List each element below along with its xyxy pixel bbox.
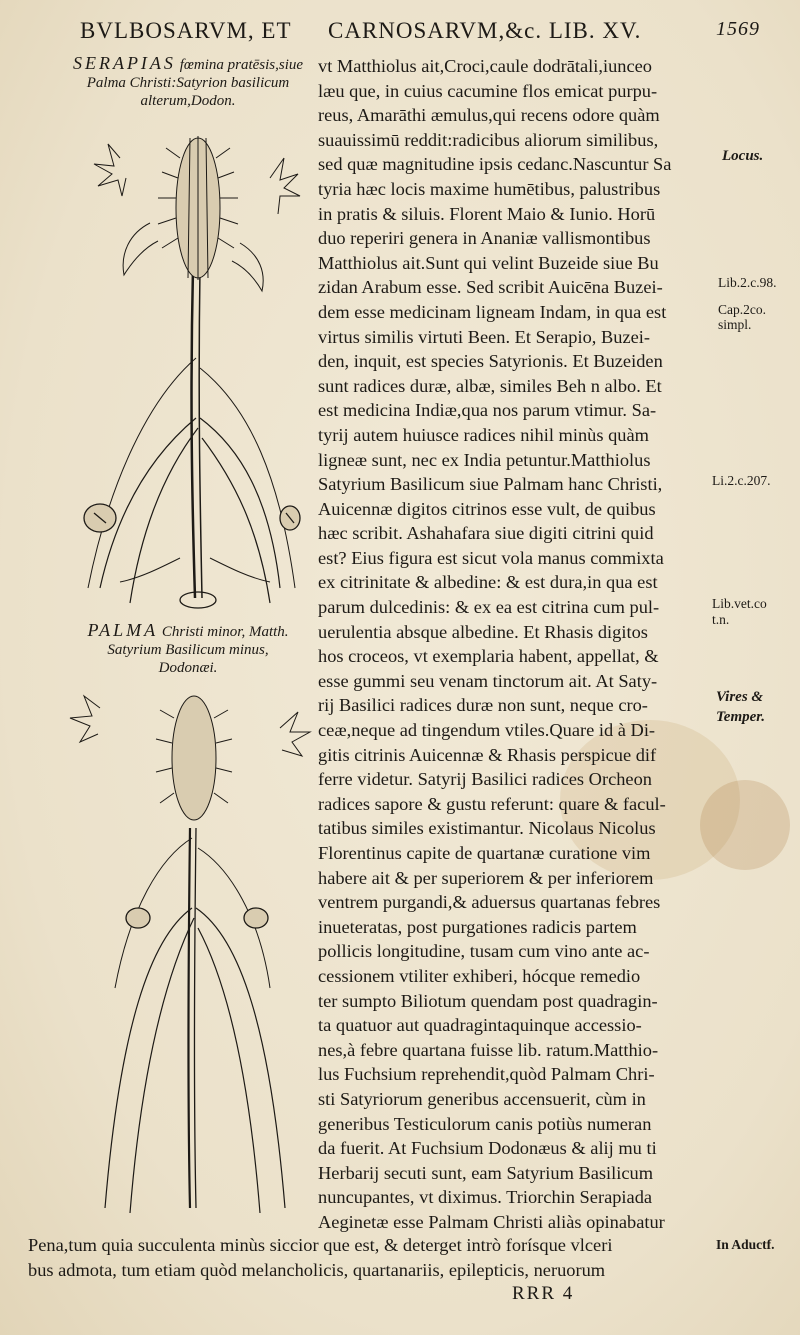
text-line: ceæ,neque ad tingendum vtiles.Quare id à Di- xyxy=(318,720,656,741)
text-line: hæc scribit. Ashahafara siue digiti citrini quid xyxy=(318,523,654,544)
text-line: ventrem purgandi,& aduersus quartanas febres xyxy=(318,892,661,913)
text-line: lus Fuchsium reprehendit,quòd Palmam Chri- xyxy=(318,1064,655,1085)
text-line: Matthiolus ait.Sunt qui velint Buzeide siue Bu xyxy=(318,252,659,273)
margin-note-cap: Cap.2co. xyxy=(718,302,766,317)
text-line: suauissimū reddit:radicibus aliorum similibus, xyxy=(318,129,659,150)
text-line: Satyrium Basilicum siue Palmam hanc Christi, xyxy=(318,474,663,495)
text-line: den, inquit, est species Satyrionis. Et Buzeiden xyxy=(318,351,663,372)
text-line: hos croceos, vt exemplaria habent, appellat, & xyxy=(318,646,659,667)
text-line: esse gummi seu venam tinctorum ait. At Saty- xyxy=(318,670,658,691)
caption-title: SERAPIAS xyxy=(72,53,176,73)
text-line: pollicis longitudine, tusam cum vino ante ac- xyxy=(318,941,650,962)
text-line: habere ait & per superiorem & per inferiorem xyxy=(318,867,654,888)
text-line: vt Matthiolus ait,Croci,caule dodrātali,iunceo xyxy=(318,56,653,76)
text-line: tyria hæc locis maxime humētibus, palustribus xyxy=(318,178,661,199)
caption-line: Dodonæi. xyxy=(158,660,218,676)
text-line: generibus Testiculorum canis potiùs numeran xyxy=(318,1113,652,1134)
middle-plate-caption xyxy=(58,621,318,677)
text-line: est medicina Indiæ,qua nos parum vtimur. Sa- xyxy=(318,400,657,421)
text-line: ex citrinitate & albedine: & est dura,in qua est xyxy=(318,572,658,593)
margin-note-li: Li.2.c.207. xyxy=(712,473,771,488)
text-line: tatibus similes existimantur. Nicolaus Nicolus xyxy=(318,818,656,839)
text-line: gitis citrinis Auicennæ & Rhasis perspicue dif xyxy=(318,744,657,765)
header-center: CARNOSARVM,&c. LIB. XV. xyxy=(328,18,642,43)
text-line: inueteratas, post purgationes radicis partem xyxy=(318,916,637,937)
margin-note-lib-vet: Lib.vet.co xyxy=(712,596,767,611)
text-line: radices sapore & gustu referunt: quare & facul- xyxy=(318,793,666,814)
serapias-plant-illustration xyxy=(60,118,320,618)
text-line: Aeginetæ esse Palmam Christi aliàs opinabatur xyxy=(318,1211,665,1232)
paper-stain xyxy=(700,780,790,870)
text-line: sti Satyriorum generibus accensuerit, cùm in xyxy=(318,1088,646,1109)
text-line: ta quatuor aut quadragintaquinque accessio- xyxy=(318,1015,642,1036)
text-line: Pena,tum quia succulenta minùs siccior que est, & deterget intrò forísque vlceri xyxy=(28,1235,613,1255)
palma-christi-plant-illustration xyxy=(60,688,320,1228)
text-line: bus admota, tum etiam quòd melancholicis, quartanariis, epilepticis, neruorum xyxy=(28,1259,606,1280)
text-line: virtus similis virtuti Been. Et Serapio, Buzei- xyxy=(318,326,651,347)
caption-line: Palma Christi:Satyrion basilicum xyxy=(86,75,290,91)
margin-note-tn: t.n. xyxy=(712,612,730,627)
text-line: sunt radices duræ, albæ, similes Beh n albo. Et xyxy=(318,375,662,396)
text-line: nuncupantes, vt diximus. Triorchin Serapiada xyxy=(318,1187,653,1208)
text-line: zidan Arabum esse. Sed scribit Auicēna Buzei- xyxy=(318,277,663,298)
text-line: da fuerit. At Fuchsium Dodonæus & alij mu ti xyxy=(318,1138,657,1159)
margin-note-aducto: In Aductf. xyxy=(716,1237,775,1252)
text-line: uerulentia absque albedine. Et Rhasis digitos xyxy=(318,621,648,642)
running-header xyxy=(80,18,760,52)
text-line: ligneæ sunt, nec ex India petuntur.Matthiolus xyxy=(318,449,651,470)
text-line: duo reperiri genera in Ananiæ vallismontibus xyxy=(318,228,651,249)
header-left: BVLBOSARVM, ET xyxy=(80,18,292,43)
text-line: rij Basilici radices duræ non sunt, neque cro- xyxy=(318,695,648,716)
text-line: parum dulcedinis: & ex ea est citrina cum pul- xyxy=(318,597,660,618)
caption-line: Christi minor, Matth. xyxy=(161,624,289,640)
text-line: Florentinus capite de quartanæ curatione vim xyxy=(318,843,651,863)
margin-note-locus: Locus. xyxy=(722,148,764,164)
caption-line: alterum,Dodon. xyxy=(140,93,236,109)
margin-note-vires: Vires & xyxy=(716,689,764,705)
caption-line: Satyrium Basilicum minus, xyxy=(107,642,269,658)
closing-text xyxy=(28,1233,708,1282)
text-line: ferre videtur. Satyrij Basilici radices Orcheon xyxy=(318,769,652,790)
text-line: reus, Amarāthi æmulus,qui recens odore quàm xyxy=(318,105,660,126)
text-line: tyrij autem huiusce radices nihil minùs quàm xyxy=(318,424,649,445)
top-plate-caption xyxy=(58,54,318,110)
margin-note-lib: Lib.2.c.98. xyxy=(718,275,777,290)
text-line: est? Eius figura est sicut vola manus commixta xyxy=(318,547,664,568)
main-text-column xyxy=(318,54,710,1235)
text-line: sed quæ magnitudine ipsis cedanc.Nascuntur Sa xyxy=(318,154,672,175)
caption-line: fœmina pratēsis,siue xyxy=(179,57,304,73)
text-line: Herbarij secuti sunt, eam Satyrium Basilicum xyxy=(318,1162,654,1183)
page-number: 1569 xyxy=(716,18,760,40)
text-line: cessionem vtiliter exhiberi, hócque remedio xyxy=(318,965,641,986)
text-line: dem esse medicinam ligneam Indam, in qua est xyxy=(318,301,667,322)
text-line: Auicennæ digitos citrinos esse vult, de quibus xyxy=(318,498,656,519)
margin-note-temper: Temper. xyxy=(716,709,766,725)
text-line: ter sumpto Biliotum quendam post quadragin- xyxy=(318,990,658,1011)
text-line: in pratis & siluis. Florent Maio & Iunio. Horū xyxy=(318,203,656,224)
text-line: læu que, in cuius cacumine flos emicat purpu- xyxy=(318,80,658,101)
margin-note-simpl: simpl. xyxy=(718,317,752,332)
caption-title: PALMA xyxy=(87,620,159,640)
text-line: nes,à febre quartana fuisse lib. ratum.Matthio- xyxy=(318,1039,659,1060)
signature-mark: RRR 4 xyxy=(512,1283,575,1304)
